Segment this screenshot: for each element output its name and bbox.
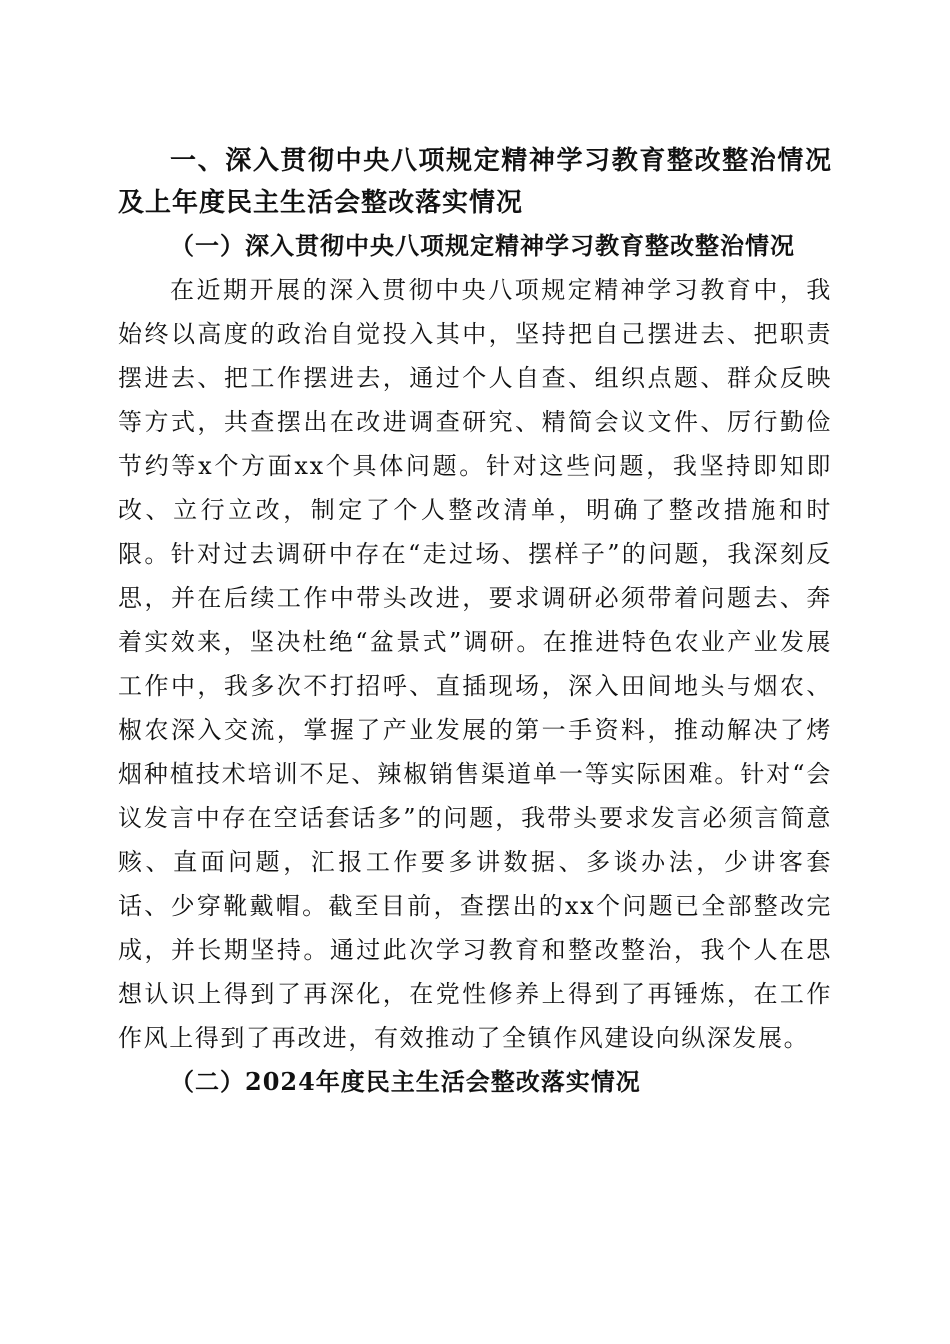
main-heading: 一、深入贯彻中央八项规定精神学习教育整改整治情况及上年度民主生活会整改落实情况 bbox=[118, 146, 832, 218]
section-1-title: （一）深入贯彻中央八项规定精神学习教育整改整治情况 bbox=[170, 231, 795, 260]
section-2-title: （二）2024年度民主生活会整改落实情况 bbox=[170, 1067, 641, 1096]
section-1-body: 在近期开展的深入贯彻中央八项规定精神学习教育中，我始终以高度的政治自觉投入其中，坚持把自己摆进去、把职责摆进去、把工作摆进去，通过个人自查、组织点题、群众反映等方式，共查摆出在改进调查研究、精简会议文件、厉行勤俭节约等x个方面xx个具体问题。针对这些问题，我坚持即知即改、立行立改，制定了个人整改清单，明确了整改措施和时限。针对过去调研中存在“走过场、摆样子”的问题，我深刻反思，并在后续工作中带头改进，要求调研必须带着问题去、奔着实效来，坚决杜绝“盆景式”调研。在推进特色农业产业发展工作中，我多次不打招呼、直插现场，深入田间地头与烟农、椒农深入交流，掌握了产业发展的第一手资料，推动解决了烤烟种植技术培训不足、辣椒销售渠道单一等实际困难。针对“会议发言中存在空话套话多”的问题，我带头要求发言必须言简意赅、直面问题，汇报工作要多讲数据、多谈办法，少讲客套话、少穿靴戴帽。截至目前，查摆出的xx个问题已全部整改完成，并长期坚持。通过此次学习教育和整改整治，我个人在思想认识上得到了再深化，在党性修养上得到了再锤炼，在工作作风上得到了再改进，有效推动了全镇作风建设向纵深发展。 bbox=[118, 276, 832, 1052]
document-content bbox=[118, 140, 832, 1104]
